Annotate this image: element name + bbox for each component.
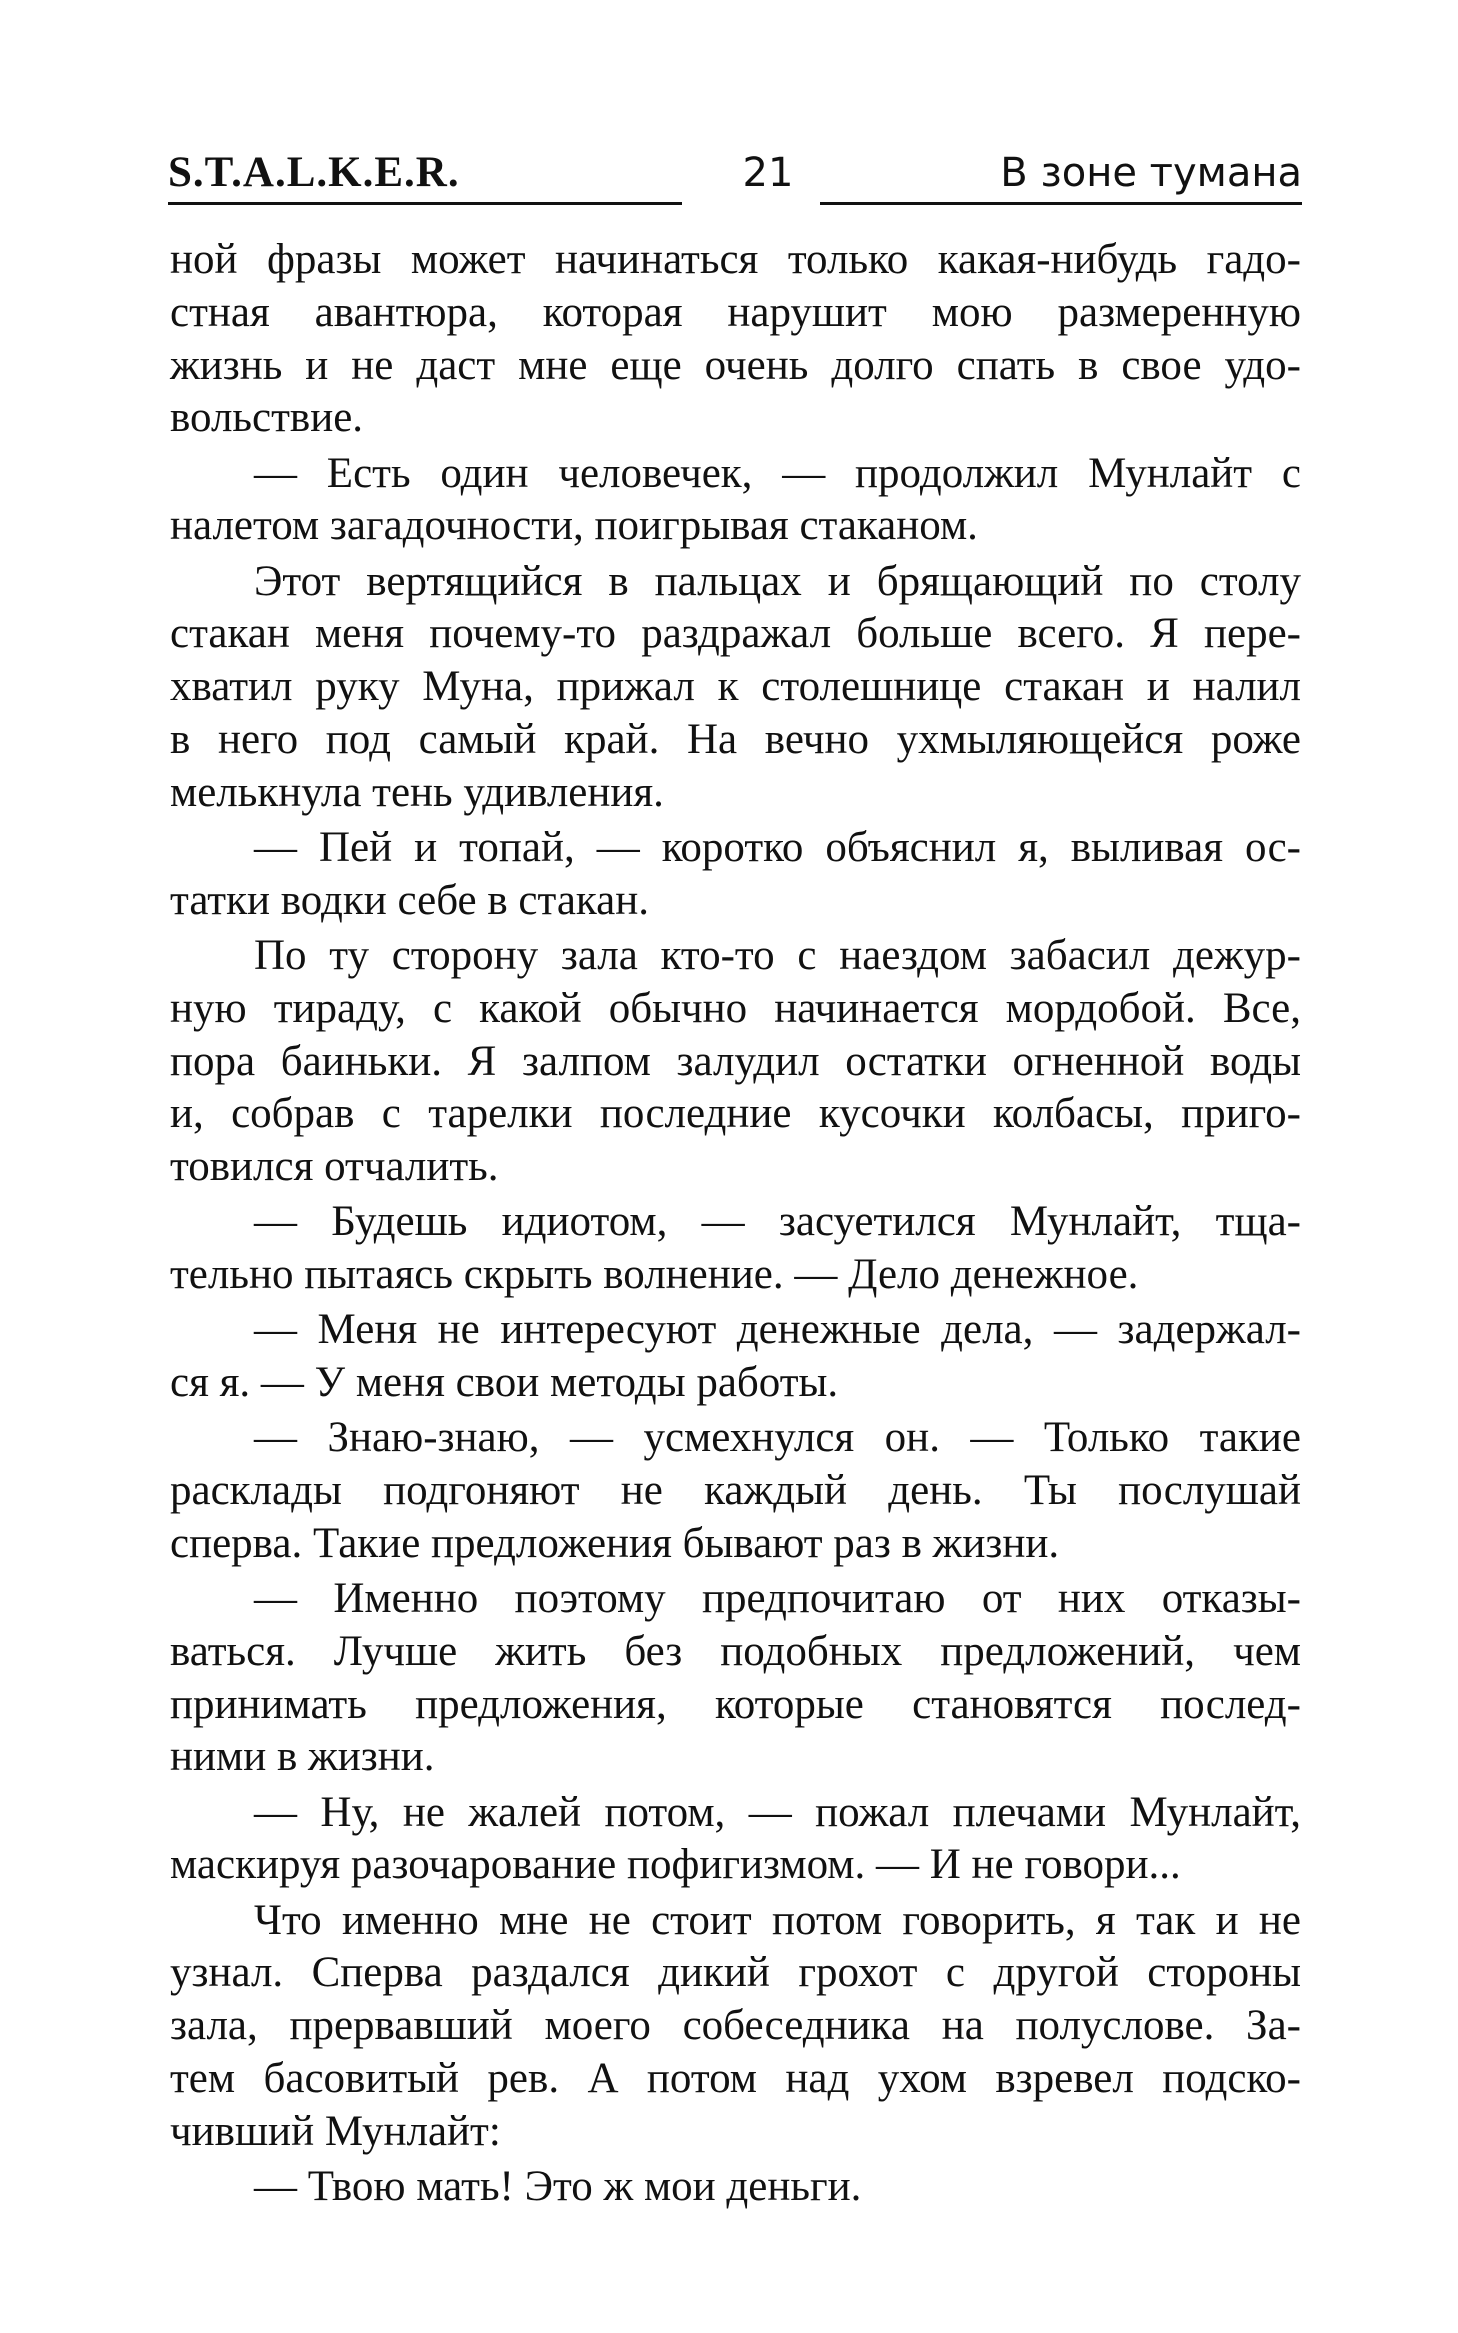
text-line: — Именно поэтому предпочитаю от них отказы- (254, 1575, 1301, 1623)
text-line: — Твою мать! Это ж мои деньги. (254, 2162, 862, 2210)
header-rule-left (168, 202, 682, 205)
text-line: ними в жизни. (170, 1733, 435, 1781)
text-line: сперва. Такие предложения бывают раз в жизни. (170, 1519, 1060, 1567)
text-line: и, собрав с тарелки последние кусочки колбасы, приго- (170, 1090, 1301, 1138)
series-title: S.T.A.L.K.E.R. (168, 149, 460, 196)
paragraph (170, 234, 1301, 445)
text-line: узнал. Сперва раздался дикий грохот с другой стороны (170, 1949, 1301, 1997)
text-line: маскируя разочарование пофигизмом. — И не говори... (170, 1841, 1181, 1889)
paragraph (170, 2161, 1301, 2214)
text-line: жизнь и не даст мне еще очень долго спать в свое удо- (170, 341, 1301, 389)
text-line: в него под самый край. На вечно ухмыляющейся роже (170, 715, 1301, 763)
text-line: — Знаю-знаю, — усмехнулся он. — Только такие (254, 1414, 1301, 1462)
text-line: хватил руку Муна, прижал к столешнице стакан и налил (170, 663, 1301, 711)
body-text (170, 234, 1301, 2216)
header-rule-right (820, 202, 1302, 205)
text-line: принимать предложения, которые становятся послед- (170, 1680, 1301, 1728)
text-line: — Есть один человечек, — продолжил Мунлайт с (254, 449, 1301, 497)
text-line: По ту сторону зала кто-то с наездом забасил дежур- (254, 931, 1301, 979)
text-line: налетом загадочности, поигрывая стаканом. (170, 502, 978, 550)
text-line: — Меня не интересуют денежные дела, — задержал- (254, 1306, 1301, 1354)
page-header (168, 132, 1302, 210)
text-line: — Пей и топай, — коротко объяснил я, выливая ос- (254, 823, 1301, 871)
paragraph (170, 448, 1301, 554)
text-line: зала, прервавший моего собеседника на полуслове. За- (170, 2002, 1301, 2050)
text-line: тем басовитый рев. А потом над ухом взревел подско- (170, 2055, 1301, 2102)
text-line: мелькнула тень удивления. (170, 768, 664, 816)
text-line: расклады подгоняют не каждый день. Ты послушай (170, 1467, 1301, 1515)
text-line: тельно пытаясь скрыть волнение. — Дело денежное. (170, 1251, 1139, 1299)
paragraph (170, 930, 1301, 1194)
text-line: товился отчалить. (170, 1143, 499, 1191)
text-line: ную тираду, с какой обычно начинается мордобой. Все, (170, 984, 1301, 1032)
text-line: — Будешь идиотом, — засуетился Мунлайт, тща- (254, 1198, 1301, 1246)
paragraph (170, 1895, 1301, 2159)
paragraph (170, 1573, 1301, 1784)
text-line: ся я. — У меня свои методы работы. (170, 1359, 839, 1407)
text-line: чивший Мунлайт: (170, 2107, 501, 2155)
paragraph (170, 1304, 1301, 1410)
text-line: — Ну, не жалей потом, — пожал плечами Мунлайт, (254, 1788, 1301, 1836)
paragraph (170, 1412, 1301, 1570)
paragraph (170, 1787, 1301, 1893)
paragraph (170, 1196, 1301, 1302)
text-line: пора баиньки. Я залпом залудил остатки огненной воды (170, 1037, 1301, 1085)
text-line: стакан меня почему-то раздражал больше всего. Я пере- (170, 610, 1301, 658)
paragraph (170, 556, 1301, 820)
page-number: 21 (742, 150, 794, 196)
running-title: В зоне тумана (1000, 150, 1302, 196)
text-line: Этот вертящийся в пальцах и брящающий по столу (254, 557, 1301, 605)
text-line: ной фразы может начинаться только какая-нибудь гадо- (170, 236, 1301, 283)
text-line: стная авантюра, которая нарушит мою размеренную (170, 288, 1301, 336)
text-line: татки водки себе в стакан. (170, 876, 650, 924)
text-line: вольствие. (170, 394, 364, 442)
text-line: Что именно мне не стоит потом говорить, я так и не (254, 1896, 1301, 1944)
text-line: ваться. Лучше жить без подобных предложений, чем (170, 1627, 1301, 1675)
paragraph (170, 822, 1301, 928)
